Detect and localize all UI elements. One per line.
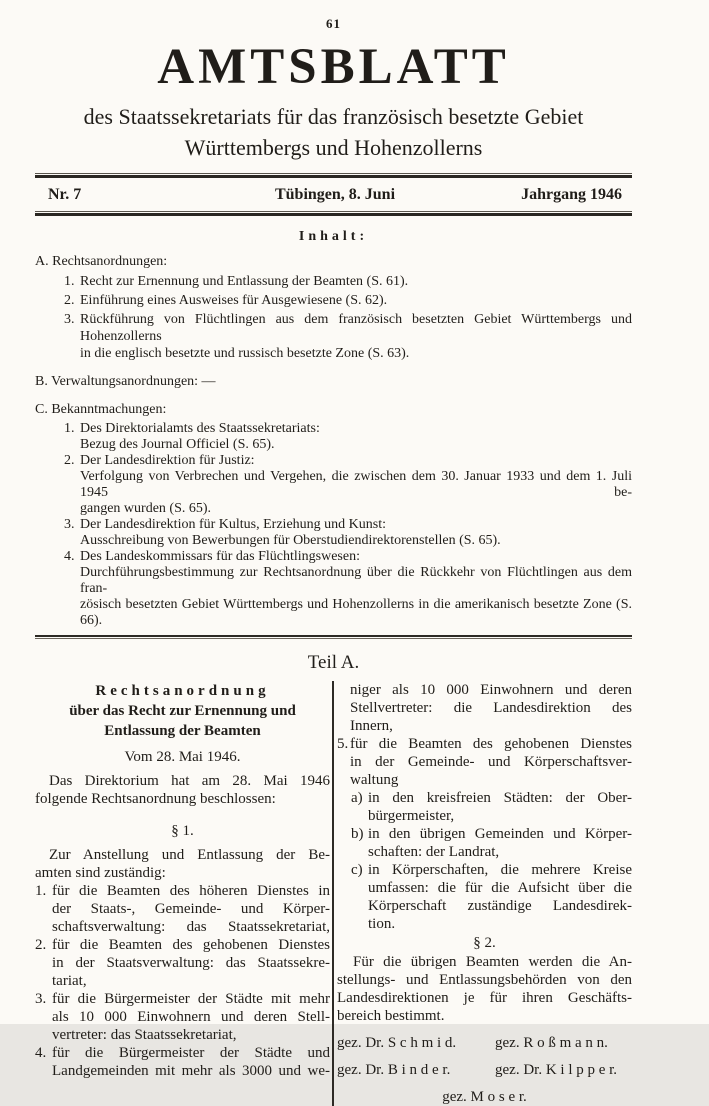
list-item-line: waltung [350,772,399,788]
list-item-line: in der Gemeinde- und Körperschaftsver- [350,754,632,770]
toc-item [64,273,632,290]
toc-section-c [35,401,632,629]
toc-item-text: Rückführung von Flüchtlingen aus dem französisch besetzten Gebiet Württembergs und Hohenzollerns [80,312,632,344]
signature: gez. Dr. K i l p p e r. [495,1062,618,1078]
toc-item-number: 2. [64,453,75,468]
sub-item-line: Körperschaft zuständige Landesdirek- [368,898,632,914]
issue-bar-bottom-rule [35,211,632,216]
sub-item-line: umfassen: die für die Aufsicht über die [368,880,632,896]
toc-item [64,517,632,549]
gazette-subtitle [35,101,632,163]
paragraph-line: amten sind zuständig: [35,865,166,881]
list-item-line: für die Beamten des gehobenen Dienstes [52,937,330,953]
list-item-4 [35,1044,330,1080]
sub-item-letter: c) [351,862,363,878]
toc-item-text: Des Landeskommissars für das Flüchtlingswesen: [80,549,360,564]
sub-item-b [351,825,632,861]
list-item-line: niger als 10 000 Einwohnern und deren [350,682,632,698]
sub-item-line: in Körperschaften, die mehrere Kreise [368,862,632,878]
list-item-number: 4. [35,1045,47,1061]
left-column [35,681,330,1106]
paragraph-line: Das Direktorium hat am 28. Mai 1946 [49,773,330,789]
toc-item-number: 1. [64,421,75,436]
page-number: 61 [326,16,341,31]
toc-item [64,453,632,517]
list-item-line: für die Bürgermeister der Städte mit mehr [52,991,330,1007]
article-title-line2: über das Recht zur Ernennung und [69,703,296,719]
list-item-2 [35,936,330,990]
toc-item-number: 2. [64,293,75,308]
toc-item-text: Durchführungsbestimmung zur Rechtsanordnung über die Rückkehr von Flüchtlingen aus dem fran- [80,565,632,596]
toc-item-number: 3. [64,517,75,532]
toc-item-text: Einführung eines Ausweises für Ausgewiesene (S. 62). [80,293,388,308]
paragraph-line: Für die übrigen Beamten werden die An- [353,954,632,970]
signature-row [337,1061,632,1079]
section-2-heading: § 2. [473,935,496,951]
toc-section-a [35,253,632,362]
toc-item-text: Der Landesdirektion für Justiz: [80,453,255,468]
sub-item-letter: b) [351,826,364,842]
section-1-intro [35,846,330,882]
teil-a-heading: Teil A. [307,652,360,673]
gazette-subtitle-line1: des Staatssekretariats für das französisch besetzte Gebiet [83,104,584,129]
article-columns [35,681,632,1106]
toc-item-number: 4. [64,549,75,564]
list-item-line: der Staats-, Gemeinde- und Körper- [52,901,330,917]
toc-item [64,311,632,362]
right-column [337,681,632,1106]
toc-section-b-label: B. Verwaltungsanordnungen: — [35,374,216,389]
list-item-line: schaftsverwaltung: das Staatssekretariat, [52,919,330,935]
toc-item-text: Des Direktorialamts des Staatssekretariats: [80,421,320,436]
signature: gez. M o s e r. [442,1089,527,1105]
list-item-line: für die Beamten des höheren Dienstes in [52,883,330,899]
toc-item [64,421,632,453]
issue-number: Nr. 7 [48,186,82,203]
paragraph-line: Zur Anstellung und Entlassung der Be- [49,847,330,863]
paragraph-line: folgende Rechtsanordnung beschlossen: [35,791,276,807]
intro-paragraph [35,772,330,808]
list-item-number: 3. [35,991,47,1007]
signature: gez. Dr. S c h m i d. [337,1035,457,1051]
section-2-paragraph [337,953,632,1025]
sub-item-line: bürgermeister, [368,808,455,824]
sub-item-line: in den übrigen Gemeinden und Körper- [368,826,632,842]
list-item-line: Innern, [350,718,393,734]
toc-item-text: Verfolgung von Verbrechen und Vergehen, die zwischen dem 30. Januar 1933 und dem 1. Juli 1945 be- [80,469,632,500]
gazette-title: AMTSBLATT [157,39,510,95]
list-item-number: 2. [35,937,47,953]
signature: gez. R o ß m a n n. [495,1035,608,1051]
sub-item-line: tion. [368,916,396,932]
list-item-line: Landgemeinden mit mehr als 3000 und we- [52,1063,330,1079]
article-date: Vom 28. Mai 1946. [124,749,241,765]
toc-item-number: 3. [64,312,75,327]
toc-heading: Inhalt: [298,229,369,244]
paragraph-line: bereich bestimmt. [337,1008,445,1024]
column-divider [332,681,334,1106]
list-item-1 [35,882,330,936]
list-item-4-continuation [337,681,632,735]
toc-item-text: Ausschreibung von Bewerbungen für Oberstudiendirektorenstellen (S. 65). [80,533,501,548]
list-item-line: für die Beamten des gehobenen Dienstes [350,736,632,752]
article-title-line1: Rechtsanordnung [95,683,270,699]
signature-row [337,1034,632,1052]
list-item-line: Stellvertreter: die Landesdirektion des [350,700,632,716]
article-title [35,681,330,741]
toc-item-text: Bezug des Journal Officiel (S. 65). [80,437,275,452]
list-item-line: tariat, [52,973,87,989]
sub-item-line: in den kreisfreien Städten: der Ober- [368,790,632,806]
toc-item [64,549,632,629]
toc-section-c-label: C. Bekanntmachungen: [35,402,167,417]
article-title-line3: Entlassung der Beamten [104,723,261,739]
sub-item-c [351,861,632,933]
list-item-line: vertreter: das Staatssekretariat, [52,1027,237,1043]
list-item-number: 1. [35,883,47,899]
toc-item-text: Recht zur Ernennung und Entlassung der Beamten (S. 61). [80,274,409,289]
table-of-contents [35,229,632,629]
toc-item-text: in die englisch besetzte und russisch besetzte Zone (S. 63). [80,346,410,361]
paragraph-line: stellungs- und Entlassungsbehörden von den [337,972,632,988]
issue-place-date: Tübingen, 8. Juni [274,186,396,203]
signatures [337,1034,632,1106]
list-item-line: in der Staatsverwaltung: das Staatssekre- [52,955,330,971]
toc-item-text: zösisch besetzten Gebiet Württembergs und Hohenzollerns in die amerikanisch besetzte Zone (S. 66). [80,597,632,628]
sub-item-line: schaften: der Landrat, [368,844,500,860]
list-item-3 [35,990,330,1044]
page-content [35,0,632,1106]
list-item-line: als 10 000 Einwohnern und deren Stell- [52,1009,330,1025]
toc-bottom-rule [35,635,632,639]
toc-section-a-label: A. Rechtsanordnungen: [35,254,168,269]
sub-item-letter: a) [351,790,363,806]
signature: gez. Dr. B i n d e r. [337,1062,451,1078]
list-item-number: 5. [337,736,349,752]
gazette-subtitle-line2: Württembergs und Hohenzollerns [184,135,483,160]
issue-bar [35,178,632,211]
toc-item-text: gangen wurden (S. 65). [80,501,212,516]
list-item-5 [337,735,632,789]
paragraph-line: Landesdirektionen je für ihren Geschäfts- [337,990,632,1006]
list-item-line: für die Bürgermeister der Städte und [52,1045,330,1061]
toc-item-text: Der Landesdirektion für Kultus, Erziehung und Kunst: [80,517,386,532]
toc-item-number: 1. [64,274,75,289]
issue-volume: Jahrgang 1946 [521,186,623,203]
sub-item-a [351,789,632,825]
list-item-number [337,681,350,735]
section-1-heading: § 1. [171,823,194,839]
toc-item [64,292,632,309]
